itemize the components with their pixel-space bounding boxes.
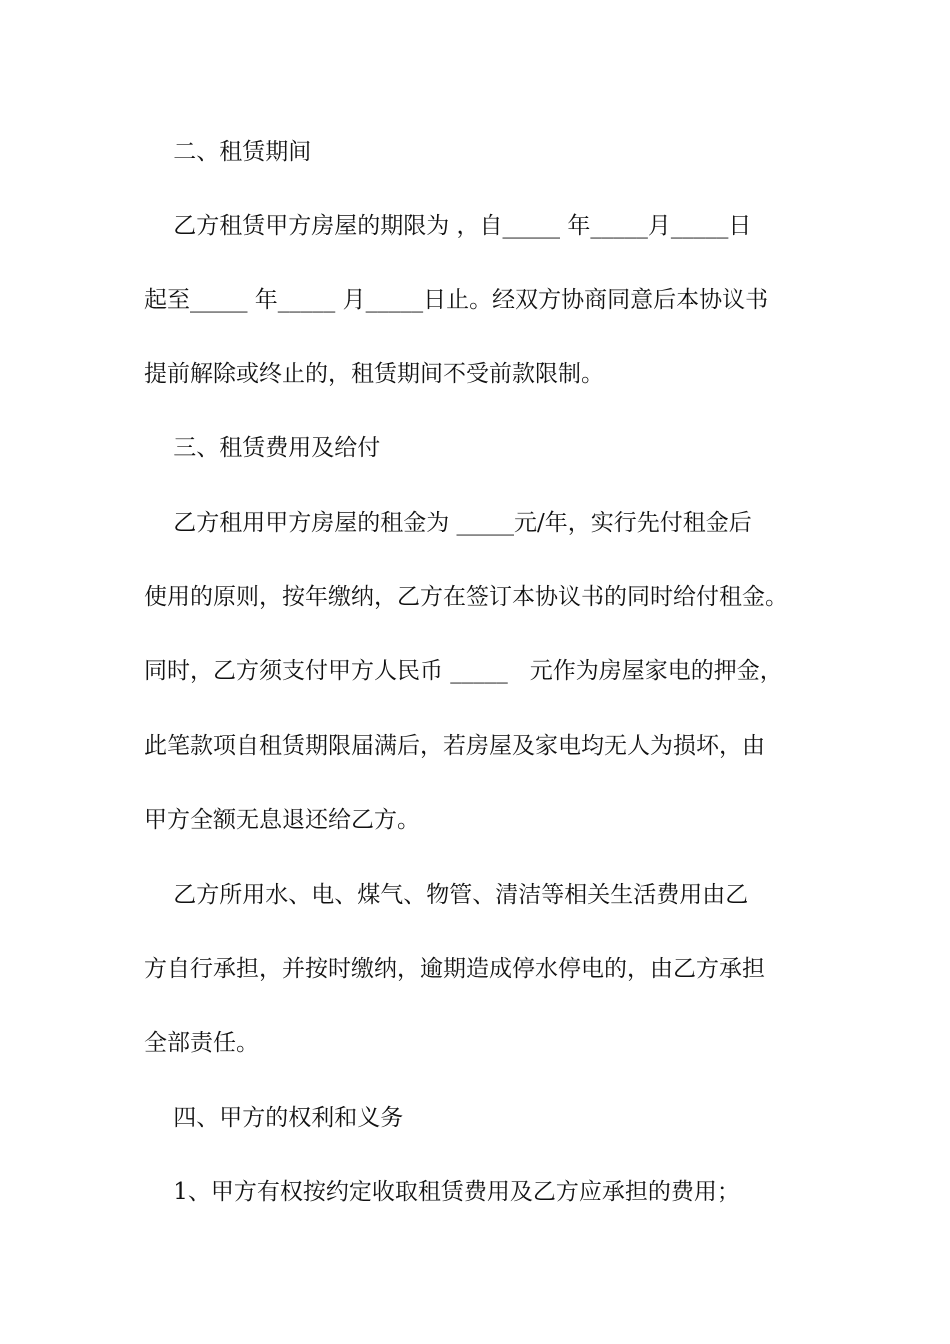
section-heading-party-a-rights: 四、甲方的权利和义务 [144, 1105, 404, 1131]
paragraph-line: 乙方所用水、电、煤气、物管、清洁等相关生活费用由乙 [144, 882, 749, 908]
list-item: 1、甲方有权按约定收取租赁费用及乙方应承担的费用； [144, 1179, 740, 1205]
paragraph-line: 乙方租用甲方房屋的租金为 _____元/年，实行先付租金后 [144, 510, 752, 536]
paragraph-line: 同时，乙方须支付甲方人民币 _____ 元作为房屋家电的押金， [144, 658, 783, 684]
paragraph-line: 方自行承担，并按时缴纳，逾期造成停水停电的，由乙方承担 [144, 956, 765, 982]
paragraph-line: 提前解除或终止的，租赁期间不受前款限制。 [144, 361, 604, 387]
section-heading-lease-term: 二、租赁期间 [144, 139, 312, 165]
paragraph-line: 此笔款项自租赁期限届满后，若房屋及家电均无人为损坏，由 [144, 733, 765, 759]
paragraph-line: 甲方全额无息退还给乙方。 [144, 807, 420, 833]
paragraph-line: 乙方租赁甲方房屋的期限为 ，自_____ 年_____月_____日 [144, 213, 752, 239]
paragraph-line: 使用的原则，按年缴纳，乙方在签订本协议书的同时给付租金。 [144, 584, 788, 610]
paragraph-line: 起至_____ 年_____ 月_____日止。经双方协商同意后本协议书 [144, 287, 769, 313]
section-heading-fees: 三、租赁费用及给付 [144, 435, 381, 461]
paragraph-line: 全部责任。 [144, 1030, 259, 1056]
